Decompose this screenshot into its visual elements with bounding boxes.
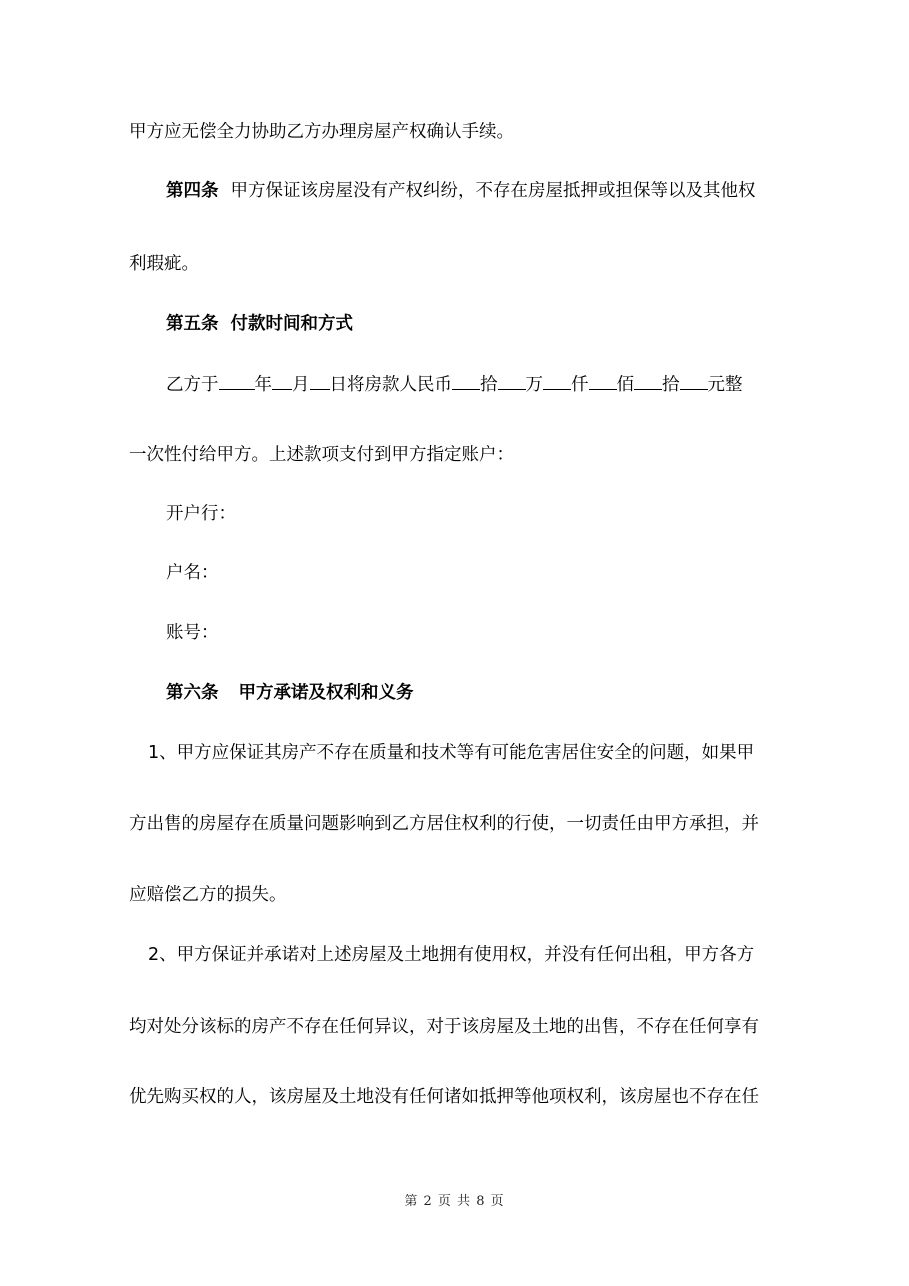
payment-text: 拾 [480, 375, 498, 395]
payment-text: 日将房款人民币 [329, 375, 452, 395]
blank-day [310, 372, 330, 390]
payment-text: 元整 [707, 375, 743, 395]
article-6-subject: 甲方承诺及权利和义务 [238, 683, 414, 703]
blank-amount [498, 372, 526, 390]
article-6-heading [166, 681, 414, 705]
payment-line-1 [166, 372, 743, 397]
article-5-title: 第五条 [166, 314, 219, 334]
blank-amount [452, 372, 480, 390]
payment-text: 年 [254, 375, 272, 395]
clause-2-line-3: 优先购买权的人，该房屋及土地没有任何诸如抵押等他项权利，该房屋也不存在任 [129, 1087, 759, 1107]
blank-amount [634, 372, 662, 390]
payment-text: 仟 [571, 375, 589, 395]
bank-label: 开户行： [166, 504, 236, 524]
payment-text: 佰 [616, 375, 634, 395]
payment-text: 月 [292, 375, 310, 395]
blank-amount [589, 372, 617, 390]
clause-1-line-1: 1、甲方应保证其房产不存在质量和技术等有可能危害居住安全的问题，如果甲 [148, 743, 755, 763]
blank-amount [680, 372, 708, 390]
payment-text: 乙方于 [166, 375, 219, 395]
article-5-subject: 付款时间和方式 [230, 314, 353, 334]
article-4-title: 第四条 [166, 181, 219, 201]
clause-2-line-1: 2、甲方保证并承诺对上述房屋及土地拥有使用权，并没有任何出租，甲方各方 [148, 945, 755, 965]
article-5-heading [166, 312, 353, 336]
blank-amount [543, 372, 571, 390]
article-4-line-1 [166, 179, 756, 203]
clause-2-line-2: 均对处分该标的房产不存在任何异议，对于该房屋及土地的出售，不存在任何享有 [129, 1017, 759, 1037]
article-6-title: 第六条 [166, 683, 219, 703]
clause-1-line-3: 应赔偿乙方的损失。 [129, 885, 287, 905]
account-number-label: 账号： [166, 623, 219, 643]
paragraph-line: 甲方应无偿全力协助乙方办理房屋产权确认手续。 [129, 122, 514, 142]
article-4-line-2: 利瑕疵。 [129, 254, 199, 274]
page-number-footer: 第 2 页 共 8 页 [404, 1194, 505, 1209]
clause-1-line-2: 方出售的房屋存在质量问题影响到乙方居住权利的行使，一切责任由甲方承担，并 [129, 814, 759, 834]
payment-text: 拾 [662, 375, 680, 395]
payment-text: 万 [525, 375, 543, 395]
blank-year [219, 372, 255, 390]
article-4-text: 甲方保证该房屋没有产权纠纷，不存在房屋抵押或担保等以及其他权 [230, 181, 756, 201]
payment-line-2: 一次性付给甲方。上述款项支付到甲方指定账户： [129, 445, 514, 465]
account-name-label: 户名： [166, 563, 219, 583]
blank-month [272, 372, 292, 390]
